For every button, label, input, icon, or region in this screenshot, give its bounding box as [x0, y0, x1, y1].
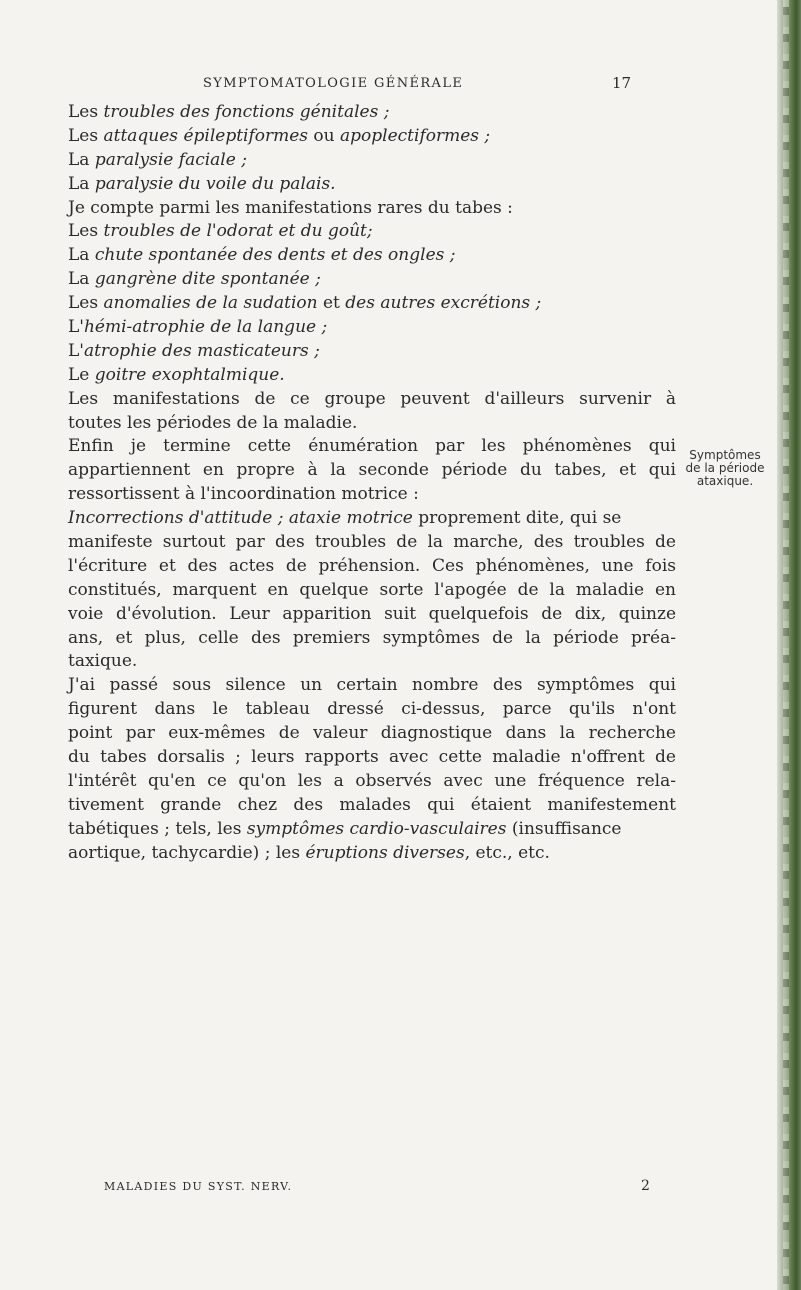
intro-rare: Je compte parmi les manifestations rares du tabes : [68, 197, 513, 218]
list-item: L'hémi-atrophie de la langue ; [68, 317, 328, 338]
paragraph-line: ans, et plus, celle des premiers symptômes de la période préa- [68, 627, 676, 648]
footer-title: MALADIES DU SYST. NERV. [104, 1180, 293, 1193]
list-item: Les troubles des fonctions génitales ; [68, 102, 390, 122]
book-edge [777, 0, 801, 1290]
paragraph-line: l'écriture et des actes de préhension. Ces phénomènes, une fois [68, 555, 676, 576]
page-footer [0, 1178, 801, 1196]
page-number: 17 [612, 74, 632, 92]
paragraph-line: tivement grande chez des malades qui étaient manifestement [68, 794, 676, 815]
list-item: La paralysie faciale ; [68, 149, 247, 170]
list-item: La chute spontanée des dents et des ongles ; [68, 245, 456, 266]
list-item: Le goitre exophtalmique. [68, 364, 285, 385]
paragraph-line: Enfin je termine cette énumération par les phénomènes qui [68, 436, 676, 457]
list-item: La gangrène dite spontanée ; [68, 269, 321, 290]
paragraph-line: voie d'évolution. Leur apparition suit quelquefois de dix, quinze [68, 603, 676, 624]
paragraph-line: toutes les périodes de la maladie. [68, 412, 358, 433]
paragraph-line: figurent dans le tableau dressé ci-dessus, parce qu'ils n'ont [68, 699, 676, 720]
paragraph-line: taxique. [68, 651, 138, 672]
paragraph-line: manifeste surtout par des troubles de la marche, des troubles de [68, 532, 676, 553]
paragraph-line: aortique, tachycardie) ; les éruptions diverses, etc., etc. [68, 842, 550, 863]
paragraph-line: appartiennent en propre à la seconde période du tabes, et qui [68, 460, 676, 481]
margin-note [675, 449, 775, 488]
paragraph-line: tabétiques ; tels, les symptômes cardio-vasculaires (insuffisance [68, 818, 622, 839]
paragraph-line: du tabes dorsalis ; leurs rapports avec cette maladie n'offrent de [68, 747, 676, 768]
body-text [68, 101, 676, 866]
paragraph-line: constitués, marquent en quelque sorte l'apogée de la maladie en [68, 579, 676, 600]
list-item: La paralysie du voile du palais. [68, 173, 336, 194]
margin-note-line: ataxique. [696, 474, 754, 488]
list-item: L'atrophie des masticateurs ; [68, 340, 320, 361]
paragraph-line: point par eux-mêmes de valeur diagnostique dans la recherche [68, 723, 676, 744]
running-title: SYMPTOMATOLOGIE GÉNÉRALE [203, 76, 464, 91]
list-item: Les troubles de l'odorat et du goût; [68, 221, 373, 242]
signature-mark: 2 [641, 1178, 650, 1194]
paragraph-line: Incorrections d'attitude ; ataxie motrice proprement dite, qui se [68, 508, 622, 529]
margin-note-line: Symptômes [689, 448, 761, 462]
paragraph-line: l'intérêt qu'en ce qu'on les a observés avec une fréquence rela- [68, 770, 676, 791]
list-item: Les anomalies de la sudation et des autres excrétions ; [68, 293, 542, 314]
paragraph-line: Les manifestations de ce groupe peuvent d'ailleurs survenir à [68, 388, 676, 409]
list-item: Les attaques épileptiformes ou apoplectiformes ; [68, 125, 491, 146]
margin-note-line: de la période [685, 461, 765, 475]
paragraph-line: ressortissent à l'incoordination motrice : [68, 484, 419, 505]
page-header [0, 72, 801, 94]
paragraph-line: J'ai passé sous silence un certain nombre des symptômes qui [68, 675, 676, 696]
